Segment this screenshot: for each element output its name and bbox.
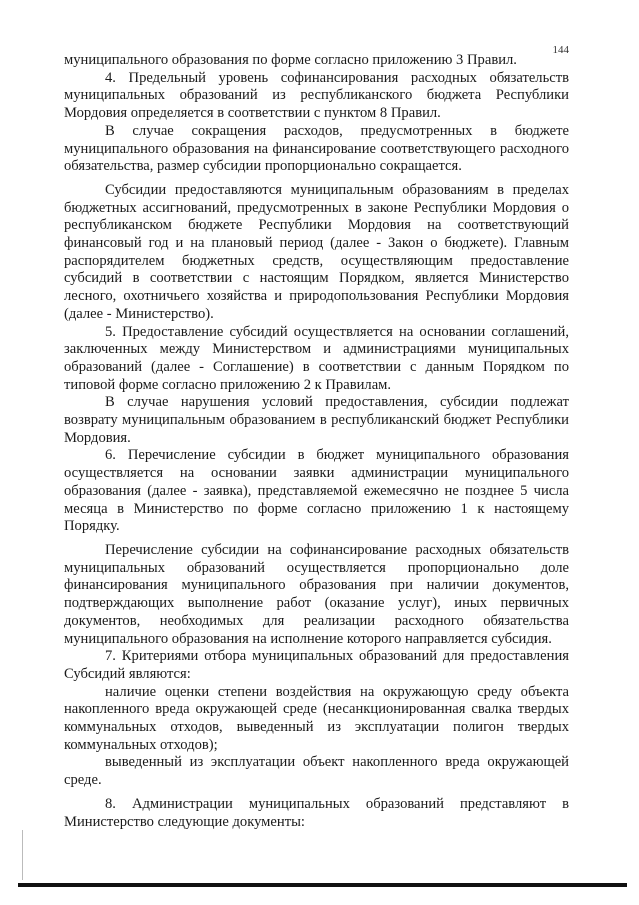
- paragraph-item-7: 7. Критериями отбора муниципальных образований для предоставления Субсидий являются:: [64, 648, 569, 682]
- paragraph-criterion-1: наличие оценки степени воздействия на окружающую среду объекта накопленного вреда окружающей среде (несанкционированная свалка твердых коммунальных отходов, выведенный из эксплуатации полигон твердых коммунальных отходов);: [64, 683, 569, 753]
- scan-bottom-edge: [18, 883, 627, 887]
- paragraph-item-5: 5. Предоставление субсидий осуществляется на основании соглашений, заключенных между Министерством и администрациями муниципальных образований (далее - Соглашение) в соответствии с данным Порядком по типовой форме согласно приложению 2 к Правилам.: [64, 323, 569, 393]
- page-number: 144: [552, 44, 569, 56]
- document-body: [64, 52, 569, 831]
- paragraph-transfer: Перечисление субсидии на софинансирование расходных обязательств муниципальных образований осуществляется пропорционально доле финансирования муниципального образования при наличии документов, подтверждающих выполнение работ (оказание услуг), иных первичных документов, необходимых для реализации расходного обязательства муниципального образования на исполнение которого направляется субсидия.: [64, 541, 569, 647]
- paragraph-item-8: 8. Администрации муниципальных образований представляют в Министерство следующие документы:: [64, 795, 569, 830]
- paragraph-continuation: муниципального образования по форме согласно приложению 3 Правил.: [64, 52, 517, 68]
- scan-artifact: [22, 830, 23, 880]
- paragraph-violation: В случае нарушения условий предоставления, субсидии подлежат возврату муниципальным образованием в республиканский бюджет Республики Мордовия.: [64, 394, 569, 446]
- paragraph-criterion-2: выведенный из эксплуатации объект накопленного вреда окружающей среде.: [64, 754, 569, 789]
- paragraph-item-4: 4. Предельный уровень софинансирования расходных обязательств муниципальных образований из республиканского бюджета Республики Мордовия определяется в соответствии с пунктом 8 Правил.: [64, 69, 569, 122]
- paragraph-subsidies: Субсидии предоставляются муниципальным образованиям в пределах бюджетных ассигнований, предусмотренных в законе Республики Мордовия о республиканском бюджете Республики Мордовия на соответствующий финансовый год и на плановый период (далее - Закон о бюджете). Главным распорядителем бюджетных средств, осуществляющим предоставление субсидий в соответствии с настоящим Порядком, является Министерство лесного, охотничьего хозяйства и природопользования Республики Мордовия (далее - Министерство).: [64, 181, 569, 322]
- paragraph-item-6: 6. Перечисление субсидии в бюджет муниципального образования осуществляется на основании заявки администрации муниципального образования (далее - заявка), представляемой ежемесячно не позднее 5 числа месяца в Министерство по форме согласно приложению 1 к настоящему Порядку.: [64, 447, 569, 535]
- paragraph-reduction: В случае сокращения расходов, предусмотренных в бюджете муниципального образования на финансирование соответствующего расходного обязательства, размер субсидии пропорционально сокращается.: [64, 122, 569, 175]
